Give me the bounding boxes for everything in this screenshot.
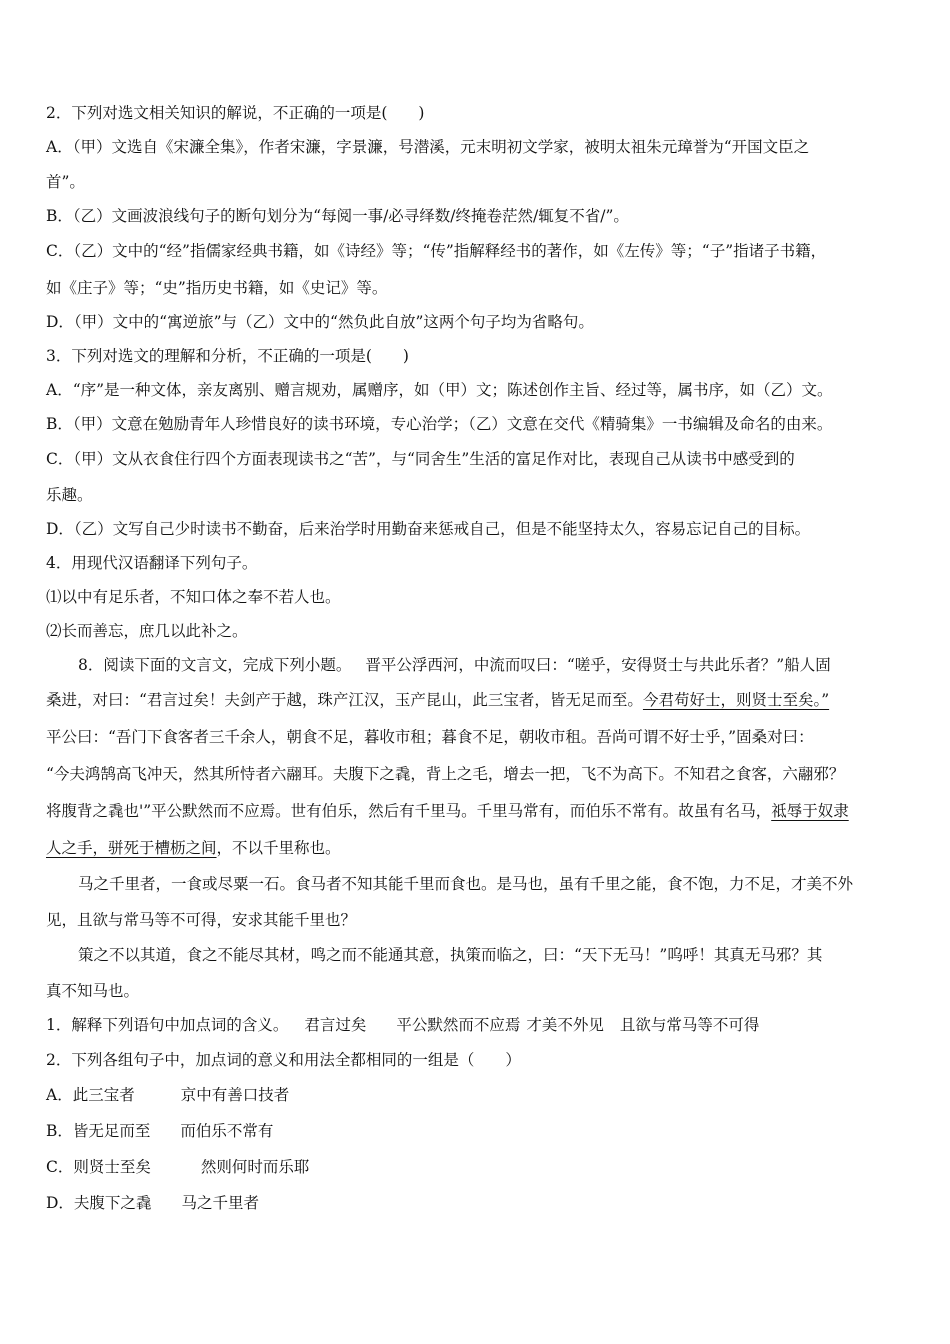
question-2-stem: 2．下列对选文相关知识的解说，不正确的一项是( ): [46, 104, 425, 122]
option-a: [46, 1085, 289, 1105]
option-d: D．（甲）文中的“寓逆旅”与（乙）文中的“然负此自放”这两个句子均为省略句。: [46, 313, 594, 331]
sub-question-2-stem: 2．下列各组句子中，加点词的意义和用法全都相同的一组是（ ）: [46, 1051, 521, 1069]
translate-sentence-1: ⑴以中有足乐者，不知口体之奉不若人也。: [46, 588, 341, 606]
option-c-line1: C．（甲）文从衣食住行四个方面表现读书之“苦”，与“同舍生”生活的富足作对比，表现自己从读书中感受到的: [46, 450, 795, 468]
option-b-label: B．皆无足而至: [46, 1122, 151, 1140]
passage-line-3: 平公曰：“吾门下食客者三千余人，朝食不足，暮收市租；暮食不足，朝收市租。吾尚可谓不好士乎，”固桑对曰：: [46, 728, 814, 746]
option-a-pair: 京中有善口技者: [180, 1086, 290, 1104]
passage-line-7: 马之千里者，一食或尽粟一石。食马者不知其能千里而食也。是马也，虽有千里之能，食不饱，力不足，才美不外: [78, 875, 854, 893]
passage-text: ，不以千里称也。: [216, 839, 341, 857]
option-c-line2: 如《庄子》等；“史”指历史书籍，如《史记》等。: [46, 279, 388, 297]
question-8-intro: 8．阅读下面的文言文，完成下列小题。: [78, 656, 352, 674]
passage-text: 晋平公浮西河，中流而叹曰：“嗟乎，安得贤士与共此乐者？”船人固: [365, 656, 831, 674]
translate-sentence-2: ⑵长而善忘，庶几以此补之。: [46, 622, 248, 640]
passage-text: 桑进，对曰：“君言过矣！夫剑产于越，珠产江汉，玉产昆山，此三宝者，皆无足而至。: [46, 691, 643, 709]
passage-line-2: [46, 690, 829, 710]
passage-line-8: 见，且欲与常马等不可得，安求其能千里也？: [46, 911, 357, 929]
option-b: B．（乙）文画波浪线句子的断句划分为“每阅一事/必寻绎数/终掩卷茫然/辄复不省/”。: [46, 207, 629, 225]
question-4-stem: 4．用现代汉语翻译下列句子。: [46, 554, 258, 572]
passage-line-9: 策之不以其道，食之不能尽其材，鸣之而不能通其意，执策而临之，曰：“天下无马！”呜呼！其真无马邪？其: [78, 946, 823, 964]
phrase-3: 才美不外见: [526, 1016, 604, 1034]
passage-line-6: [46, 838, 341, 858]
option-d-pair: 马之千里者: [181, 1194, 259, 1212]
passage-line-1: [78, 655, 831, 675]
option-c-line1: C．（乙）文中的“经”指儒家经典书籍，如《诗经》等；“传”指解释经书的著作，如《左传》等；“子”指诸子书籍，: [46, 242, 827, 260]
option-c-line2: 乐趣。: [46, 486, 93, 504]
option-c-pair: 然则何时而乐耶: [200, 1158, 310, 1176]
option-c-label: C．则贤士至矣: [46, 1158, 151, 1176]
underlined-sentence: 人之手，骈死于槽枥之间: [46, 839, 217, 857]
phrase-2: 平公默然而不应焉: [396, 1016, 521, 1034]
option-a-line2: 首”。: [46, 173, 85, 191]
passage-line-10: 真不知马也。: [46, 982, 140, 1000]
sub-question-1-line: [46, 1015, 759, 1035]
phrase-1: 君言过矣: [304, 1016, 367, 1034]
option-d-label: D．夫腹下之毳: [46, 1194, 152, 1212]
underlined-sentence: 祗辱于奴隶: [771, 802, 849, 820]
option-c: [46, 1157, 309, 1177]
option-b-pair: 而伯乐不常有: [180, 1122, 274, 1140]
option-b: B．（甲）文意在勉励青年人珍惜良好的读书环境，专心治学；（乙）文意在交代《精骑集》一书编辑及命名的由来。: [46, 415, 833, 433]
passage-text: 将腹背之毳也'”平公默然而不应焉。世有伯乐，然后有千里马。千里马常有，而伯乐不常有。故虽有名马，: [46, 802, 772, 820]
phrase-4: 且欲与常马等不可得: [619, 1016, 760, 1034]
option-a: A．“序”是一种文体，亲友离别、赠言规劝，属赠序，如（甲）文；陈述创作主旨、经过等，属书序，如（乙）文。: [46, 381, 833, 399]
passage-line-5: [46, 801, 849, 821]
sub-question-1-stem: 1．解释下列语句中加点词的含义。: [46, 1016, 289, 1034]
option-b: [46, 1121, 273, 1141]
option-a-label: A．此三宝者: [46, 1086, 135, 1104]
option-d: [46, 1193, 259, 1213]
passage-line-4: “今夫鸿鹄高飞冲天，然其所恃者六翮耳。夫腹下之毳，背上之毛，增去一把，飞不为高下。不知君之食客，六翮邪？: [46, 765, 845, 783]
underlined-sentence: 今君苟好士，则贤士至矣。”: [642, 691, 830, 709]
question-3-stem: 3．下列对选文的理解和分析，不正确的一项是( ): [46, 347, 409, 365]
option-d: D．（乙）文写自己少时读书不勤奋，后来治学时用勤奋来惩戒自己，但是不能坚持太久，容易忘记自己的目标。: [46, 520, 811, 538]
option-a-line1: A．（甲）文选自《宋濂全集》，作者宋濂，字景濂，号潜溪，元末明初文学家，被明太祖朱元璋誉为“开国文臣之: [46, 138, 810, 156]
